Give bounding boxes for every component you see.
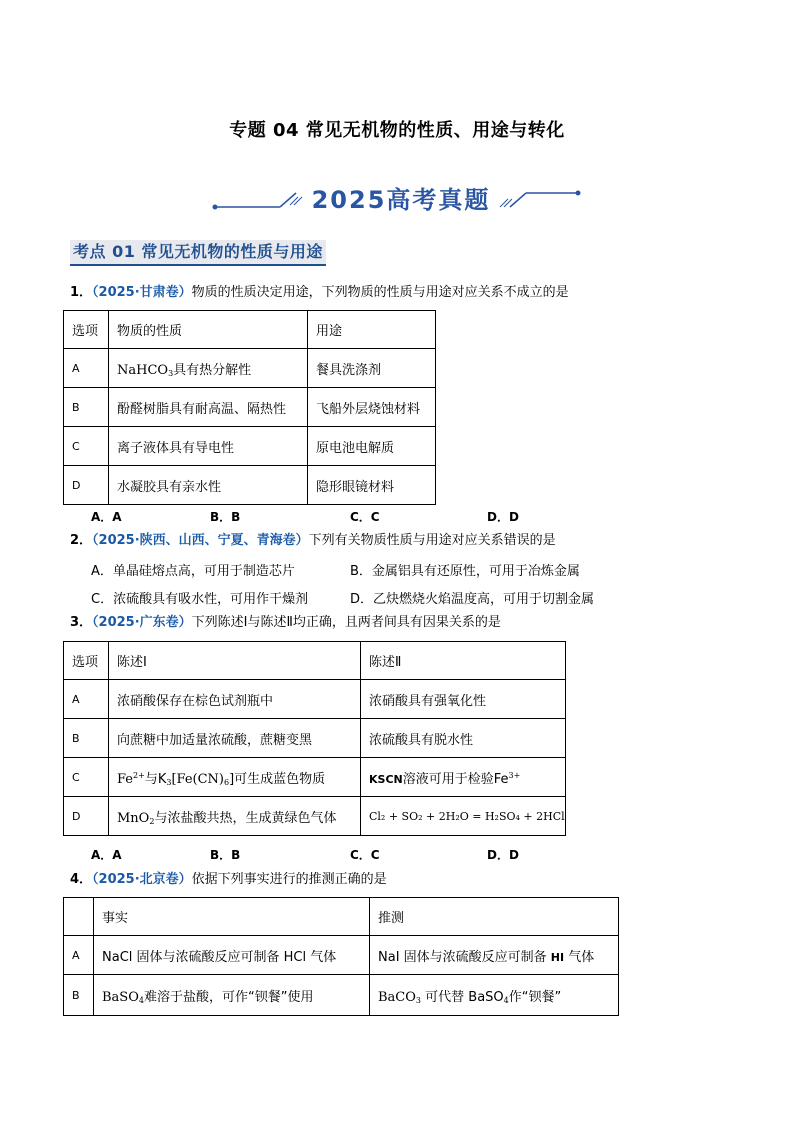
choice-a: A．单晶硅熔点高，可用于制造芯片 [91,564,295,579]
table-row [64,975,619,1016]
table-header-row [64,898,619,936]
answer-option-a: A．A [91,848,122,862]
question-number: 2． [70,533,93,548]
statement-2-cell: KSCN溶液可用于检验$Fe^{3+}$ [361,758,566,797]
section-banner [210,183,585,217]
property-cell: 酚醛树脂具有耐高温、隔热性 [109,388,308,427]
header-cell: 选项 [64,642,109,680]
table-row [64,719,566,758]
property-cell: NaHCO$_3$具有热分解性 [109,349,308,388]
use-cell: 隐形眼镜材料 [308,466,436,505]
answer-option-b: B．B [210,510,241,524]
header-cell: 陈述Ⅱ [361,642,566,680]
question-text: 下列有关物质性质与用途对应关系错误的是 [308,533,556,548]
option-cell: D [64,797,109,836]
option-cell: D [64,466,109,505]
question-1-table [63,310,436,505]
option-cell: A [64,349,109,388]
use-cell: 原电池电解质 [308,427,436,466]
question-2-stem [70,532,556,550]
table-row [64,936,619,975]
header-cell: 用途 [308,311,436,349]
table-row [64,427,436,466]
question-source: （2025·陕西、山西、宁夏、青海卷） [92,533,309,548]
option-cell: A [64,680,109,719]
question-3-table [63,641,566,836]
question-3-stem [70,614,501,632]
answer-option-d: D．D [487,510,519,524]
header-cell: 物质的性质 [109,311,308,349]
header-cell [64,898,94,936]
question-source: （2025·广东卷） [92,615,192,630]
guess-cell: NaI 固体与浓硫酸反应可制备 HI 气体 [370,936,619,975]
table-row [64,349,436,388]
banner-title: 2025高考真题 [311,186,491,214]
statement-1-cell: 向蔗糖中加适量浓硫酸，蔗糖变黑 [109,719,361,758]
property-cell: 水凝胶具有亲水性 [109,466,308,505]
table-header-row [64,642,566,680]
header-cell: 陈述Ⅰ [109,642,361,680]
section-heading-text: 考点 01 常见无机物的性质与用途 [73,242,323,261]
header-cell: 推测 [370,898,619,936]
option-cell: B [64,975,94,1016]
table-row [64,680,566,719]
choice-c: C．浓硫酸具有吸水性，可用作干燥剂 [91,592,309,607]
use-cell: 飞船外层烧蚀材料 [308,388,436,427]
question-number: 1． [70,285,93,300]
answer-option-c: C．C [350,510,380,524]
question-source: （2025·甘肃卷） [92,285,192,300]
statement-2-cell: Cl₂ + SO₂ + 2H₂O = H₂SO₄ + 2HCl [361,797,566,836]
option-cell: C [64,427,109,466]
section-heading [70,240,326,264]
question-number: 3． [70,615,93,630]
table-row [64,466,436,505]
choice-b: B．金属铝具有还原性，可用于冶炼金属 [350,564,580,579]
answer-option-a: A．A [91,510,122,524]
question-4-table [63,897,619,1016]
option-cell: A [64,936,94,975]
table-row [64,388,436,427]
table-row [64,797,566,836]
option-cell: B [64,719,109,758]
property-cell: 离子液体具有导电性 [109,427,308,466]
question-text: 依据下列事实进行的推测正确的是 [191,872,387,887]
fact-cell: BaSO$_4$难溶于盐酸，可作“钡餐”使用 [94,975,370,1016]
answer-option-b: B．B [210,848,241,862]
question-4-stem [70,871,387,889]
choice-d: D．乙炔燃烧火焰温度高，可用于切割金属 [350,592,595,607]
option-cell: B [64,388,109,427]
statement-2-cell: 浓硝酸具有强氧化性 [361,680,566,719]
header-cell: 事实 [94,898,370,936]
statement-2-cell: 浓硫酸具有脱水性 [361,719,566,758]
table-header-row [64,311,436,349]
document-title: 专题 04 常见无机物的性质、用途与转化 [229,120,565,141]
option-cell: C [64,758,109,797]
answer-option-d: D．D [487,848,519,862]
fact-cell: NaCl 固体与浓硫酸反应可制备 HCl 气体 [94,936,370,975]
section-underline [70,264,326,266]
question-1-stem [70,284,569,302]
statement-1-cell: $Fe^{2+}$与$K_3[Fe(CN)_6]$可生成蓝色物质 [109,758,361,797]
statement-1-cell: 浓硝酸保存在棕色试剂瓶中 [109,680,361,719]
statement-1-cell: MnO$_2$与浓盐酸共热，生成黄绿色气体 [109,797,361,836]
question-text: 物质的性质决定用途，下列物质的性质与用途对应关系不成立的是 [191,285,569,300]
answer-option-c: C．C [350,848,380,862]
guess-cell: BaCO$_3$ 可代替 BaSO$_4$作“钡餐” [370,975,619,1016]
header-cell: 选项 [64,311,109,349]
question-number: 4． [70,872,93,887]
table-row [64,758,566,797]
use-cell: 餐具洗涤剂 [308,349,436,388]
question-source: （2025·北京卷） [92,872,192,887]
question-text: 下列陈述Ⅰ与陈述Ⅱ均正确，且两者间具有因果关系的是 [191,615,501,630]
